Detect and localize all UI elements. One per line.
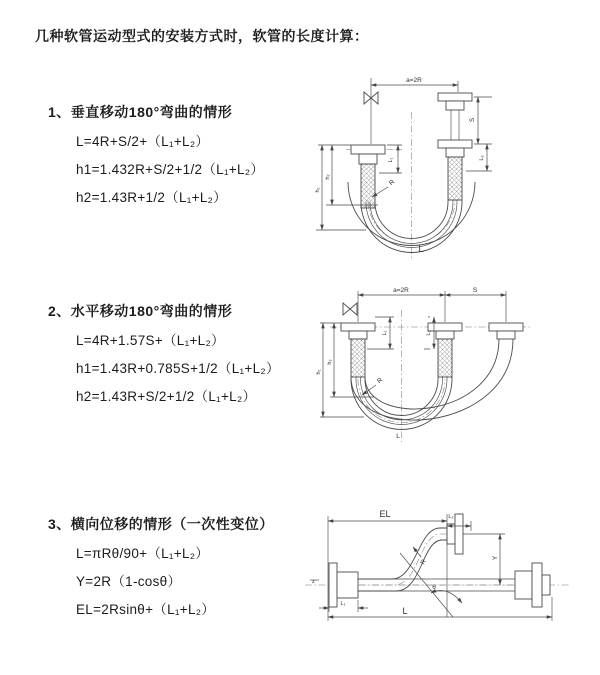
hose-displaced	[358, 528, 455, 591]
formula-h2: h2=1.43R+1/2（L₁+L₂）	[76, 190, 227, 205]
hose-u-bend	[351, 339, 513, 429]
diagram-horizontal-180-bend	[312, 282, 548, 452]
formula-h1: h1=1.432R+S/2+1/2（L₁+L₂）	[76, 162, 265, 177]
dim-label-a2r: a=2R	[406, 77, 422, 84]
diagram-vertical-180-bend	[308, 70, 532, 266]
diagram-lateral-displacement	[300, 502, 575, 625]
right-fitting-moved	[489, 323, 523, 339]
formula-length: L=πRθ/90+（L₁+L₂）	[76, 546, 210, 561]
dim-label-l2: L₂	[448, 514, 454, 520]
radius-label: R	[419, 558, 428, 567]
formula-length: L=4R+S/2+（L₁+L₂）	[76, 134, 210, 149]
dim-label-h1: h₁	[316, 369, 322, 375]
dim-label-l2: L₂	[479, 155, 485, 161]
dim-label-s: S	[472, 287, 478, 294]
angle-label: θ	[432, 584, 436, 591]
upper-fitting	[447, 514, 463, 554]
dim-label-s: S	[469, 117, 476, 123]
dim-label-h1: h₁	[315, 187, 321, 193]
dim-label-h2: h₂	[327, 359, 333, 365]
formula-h2: h2=1.43R+S/2+1/2（L₁+L₂）	[76, 389, 257, 404]
valve-icon	[343, 303, 357, 315]
dim-label-l1: L₁	[388, 157, 394, 163]
right-fitting	[515, 563, 550, 607]
section-lateral-displacement	[48, 514, 274, 624]
angle-arc	[431, 591, 462, 603]
right-fitting-upper	[438, 93, 472, 140]
formula-y: Y=2R（1-cosθ）	[76, 574, 182, 589]
formula-el: EL=2Rsinθ+（L₁+L₂）	[76, 602, 216, 617]
section-2-heading: 2、水平移动180°弯曲的情形	[48, 303, 233, 319]
dim-label-a2r: a=2R	[393, 287, 409, 294]
dim-label-l1: L₁	[382, 330, 388, 336]
section-3-heading: 3、横向位移的情形（一次性变位）	[48, 516, 274, 532]
center-fitting	[428, 323, 462, 377]
page-title: 几种软管运动型式的安装方式时，软管的长度计算：	[35, 28, 369, 44]
left-fitting	[341, 323, 375, 377]
dim-label-y: Y	[492, 555, 499, 561]
formula-length: L=4R+1.57S+（L₁+L₂）	[76, 333, 225, 348]
axis-mark-z: z	[312, 579, 315, 585]
dim-label-h2: h₂	[325, 174, 331, 180]
section-horizontal-movement	[48, 301, 280, 411]
section-1-heading: 1、垂直移动180°弯曲的情形	[48, 104, 233, 120]
section-vertical-movement	[48, 102, 264, 212]
dim-label-L: L	[396, 433, 400, 440]
right-fitting-lower	[438, 140, 472, 200]
dim-label-el: EL	[379, 509, 391, 519]
radius-label: R	[387, 178, 397, 188]
dim-label-L: L	[402, 606, 408, 616]
dim-label-L: L	[418, 244, 424, 254]
radius-label: R	[375, 376, 385, 386]
formula-h1: h1=1.43R+0.785S+1/2（L₁+L₂）	[76, 361, 280, 376]
dim-label-l1: L₁	[340, 601, 346, 607]
dim-label-l2: L₂	[426, 330, 432, 336]
left-fitting	[351, 145, 385, 208]
